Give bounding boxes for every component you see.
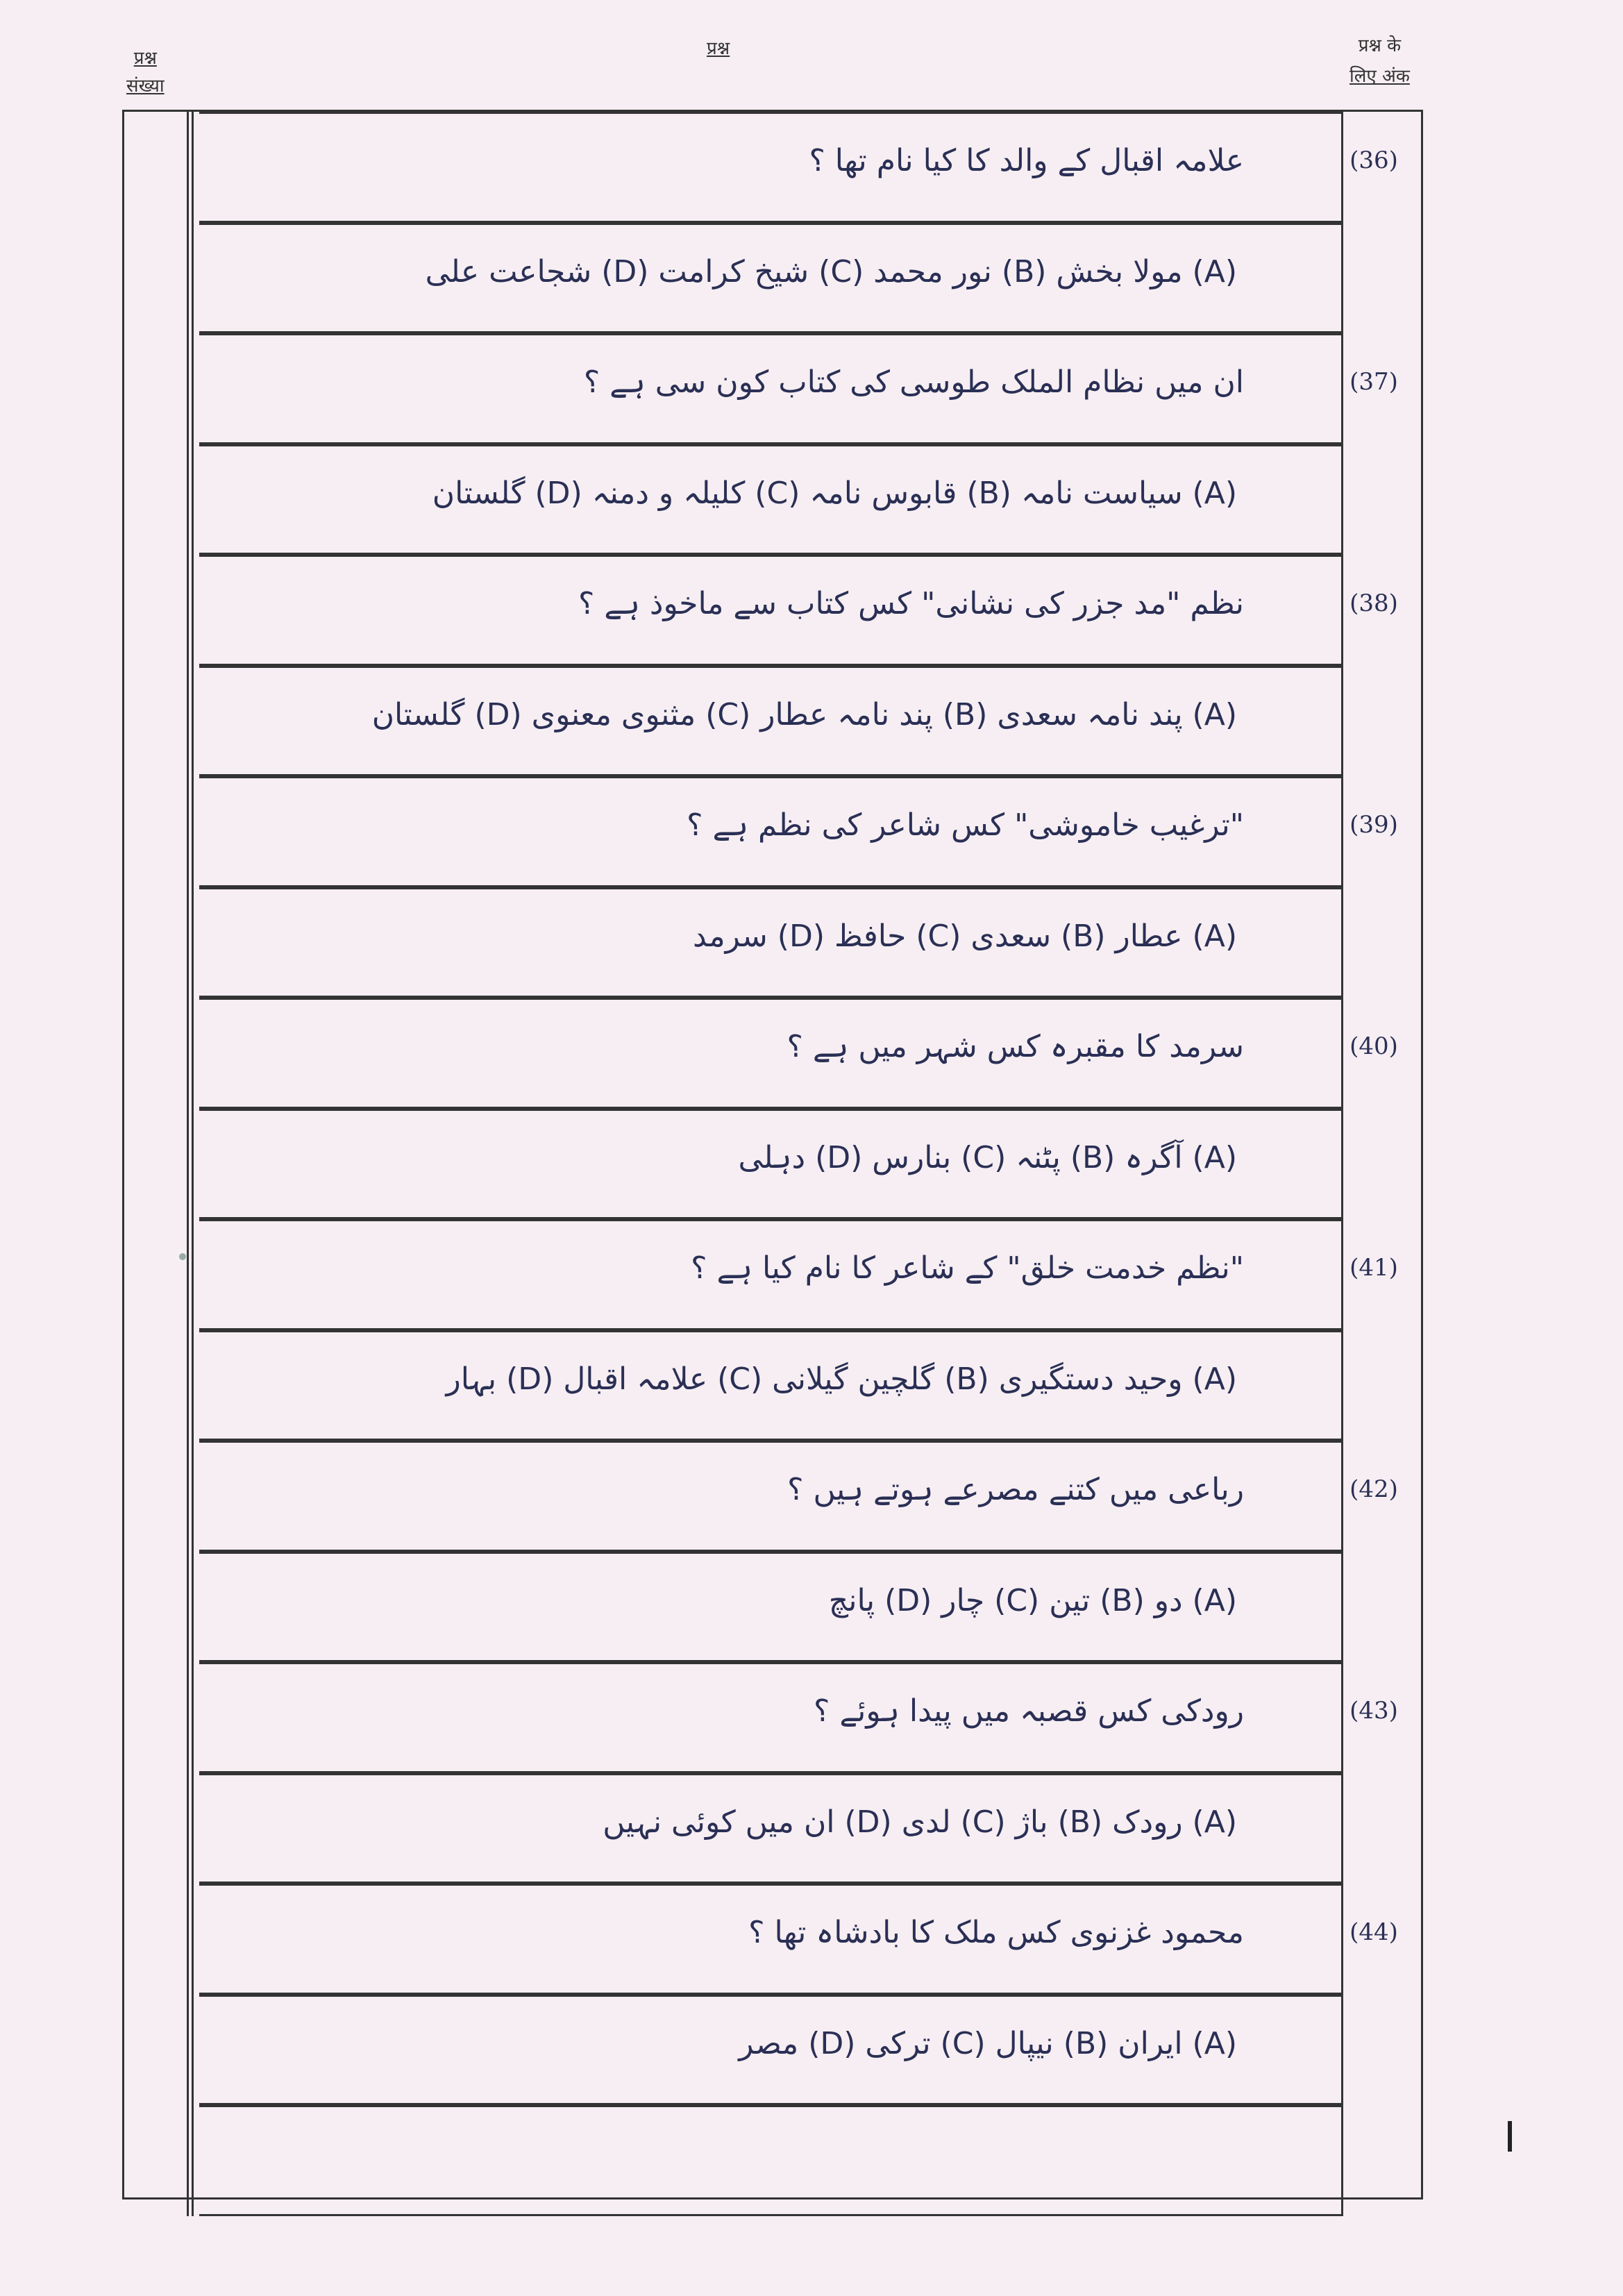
marks-header-line1: प्रश्न के <box>1358 35 1402 56</box>
marks-cell <box>124 998 194 1109</box>
options-row <box>124 1995 1421 2106</box>
marks-header-line2: लिए अंक <box>1349 66 1410 87</box>
paper-speck <box>179 1253 186 1260</box>
marks-cell <box>124 1995 194 2106</box>
marks-cell <box>124 112 194 223</box>
marks-cell <box>124 1109 194 1220</box>
text-cell <box>199 998 1343 1109</box>
text-cell <box>199 1995 1343 2106</box>
answer-sheet-table <box>122 110 1423 2199</box>
text-cell <box>199 112 1343 223</box>
text-cell <box>199 1552 1343 1663</box>
question-row <box>124 776 1421 887</box>
text-cell <box>199 1109 1343 1220</box>
marks-cell <box>124 1441 194 1552</box>
question-header <box>707 35 730 60</box>
marks-cell <box>124 333 194 444</box>
options-row <box>124 1109 1421 1220</box>
answer-options: (A) مولا بخش (B) نور محمد (C) شیخ کرامت (D) شجاعت علی <box>425 253 1237 290</box>
question-row <box>124 1441 1421 1552</box>
marks-cell <box>124 1219 194 1330</box>
question-text: ان میں نظام الملک طوسی کی کتاب کون سی ہے ؟ <box>583 364 1244 400</box>
marks-cell <box>124 1773 194 1884</box>
text-cell <box>199 444 1343 555</box>
answer-options: (A) دو (B) تین (C) چار (D) پانچ <box>828 1582 1237 1618</box>
text-cell <box>199 887 1343 998</box>
text-cell <box>199 1773 1343 1884</box>
text-cell <box>199 1330 1343 1441</box>
text-cell <box>199 2105 1343 2216</box>
question-number: (43) <box>1349 1697 1398 1725</box>
question-number-header-line1: प्रश्न <box>133 48 157 69</box>
question-row <box>124 1219 1421 1330</box>
question-number: (42) <box>1349 1475 1398 1503</box>
options-row <box>124 1330 1421 1441</box>
marks-cell <box>124 666 194 777</box>
marks-cell <box>124 2105 194 2216</box>
question-text: رودکی کس قصبہ میں پیدا ہوئے ؟ <box>814 1693 1244 1729</box>
text-cell <box>199 223 1343 334</box>
text-cell <box>199 776 1343 887</box>
question-row <box>124 998 1421 1109</box>
question-row <box>124 555 1421 666</box>
text-cell <box>199 666 1343 777</box>
answer-options: (A) ایران (B) نیپال (C) ترکی (D) مصر <box>739 2025 1237 2061</box>
options-row <box>124 666 1421 777</box>
marks-cell <box>124 776 194 887</box>
text-cell <box>199 1884 1343 1995</box>
options-row <box>124 223 1421 334</box>
marks-cell <box>124 1552 194 1663</box>
question-number: (36) <box>1349 146 1398 174</box>
text-cell <box>199 1441 1343 1552</box>
options-row <box>124 2105 1421 2216</box>
marks-cell <box>124 444 194 555</box>
answer-options: (A) سیاست نامہ (B) قابوس نامہ (C) کلیلہ و دمنہ (D) گلستان <box>432 475 1237 511</box>
question-number: (40) <box>1349 1032 1398 1060</box>
marks-cell <box>124 887 194 998</box>
question-text: محمود غزنوی کس ملک کا بادشاہ تھا ؟ <box>748 1915 1244 1950</box>
options-row <box>124 887 1421 998</box>
question-row <box>124 333 1421 444</box>
question-number-header-line2: संख्या <box>126 76 165 97</box>
question-number-header <box>126 44 165 100</box>
answer-options: (A) پند نامہ سعدی (B) پند نامہ عطار (C) مثنوی معنوی (D) گلستان <box>371 696 1237 732</box>
marks-cell <box>124 555 194 666</box>
marks-cell <box>124 223 194 334</box>
question-number: (37) <box>1349 368 1398 396</box>
answer-options: (A) آگرہ (B) پٹنہ (C) بنارس (D) دہلی <box>738 1139 1237 1175</box>
marks-cell <box>124 1884 194 1995</box>
text-cell <box>199 555 1343 666</box>
answer-options: (A) رودک (B) باژ (C) لدی (D) ان میں کوئی نہیں <box>603 1804 1237 1840</box>
question-row <box>124 1884 1421 1995</box>
question-number: (38) <box>1349 589 1398 617</box>
text-cell <box>199 1662 1343 1773</box>
options-row <box>124 1552 1421 1663</box>
question-header-label: प्रश्न <box>707 38 730 59</box>
answer-options: (A) وحید دستگیری (B) گلچین گیلانی (C) علامہ اقبال (D) بہار <box>446 1361 1237 1397</box>
answer-options: (A) عطار (B) سعدی (C) حافظ (D) سرمد <box>692 918 1237 954</box>
options-row <box>124 444 1421 555</box>
question-text: نظم "مد جزر کی نشانی" کس کتاب سے ماخوذ ہے ؟ <box>578 586 1244 621</box>
text-cell <box>199 333 1343 444</box>
question-rows <box>124 112 1421 2197</box>
marks-header <box>1349 31 1410 92</box>
page-mark <box>1508 2121 1512 2152</box>
question-text: علامہ اقبال کے والد کا کیا نام تھا ؟ <box>809 143 1244 178</box>
question-row <box>124 112 1421 223</box>
question-text: سرمد کا مقبرہ کس شہر میں ہے ؟ <box>787 1029 1244 1064</box>
question-row <box>124 1662 1421 1773</box>
options-row <box>124 1773 1421 1884</box>
question-text: رباعی میں کتنے مصرعے ہوتے ہیں ؟ <box>787 1472 1244 1507</box>
text-cell <box>199 1219 1343 1330</box>
question-number: (39) <box>1349 811 1398 839</box>
marks-cell <box>124 1662 194 1773</box>
question-text: "نظم خدمت خلق" کے شاعر کا نام کیا ہے ؟ <box>691 1250 1244 1286</box>
question-number: (41) <box>1349 1254 1398 1282</box>
marks-cell <box>124 1330 194 1441</box>
question-number: (44) <box>1349 1918 1398 1946</box>
question-text: "ترغیب خاموشی" کس شاعر کی نظم ہے ؟ <box>687 807 1244 843</box>
